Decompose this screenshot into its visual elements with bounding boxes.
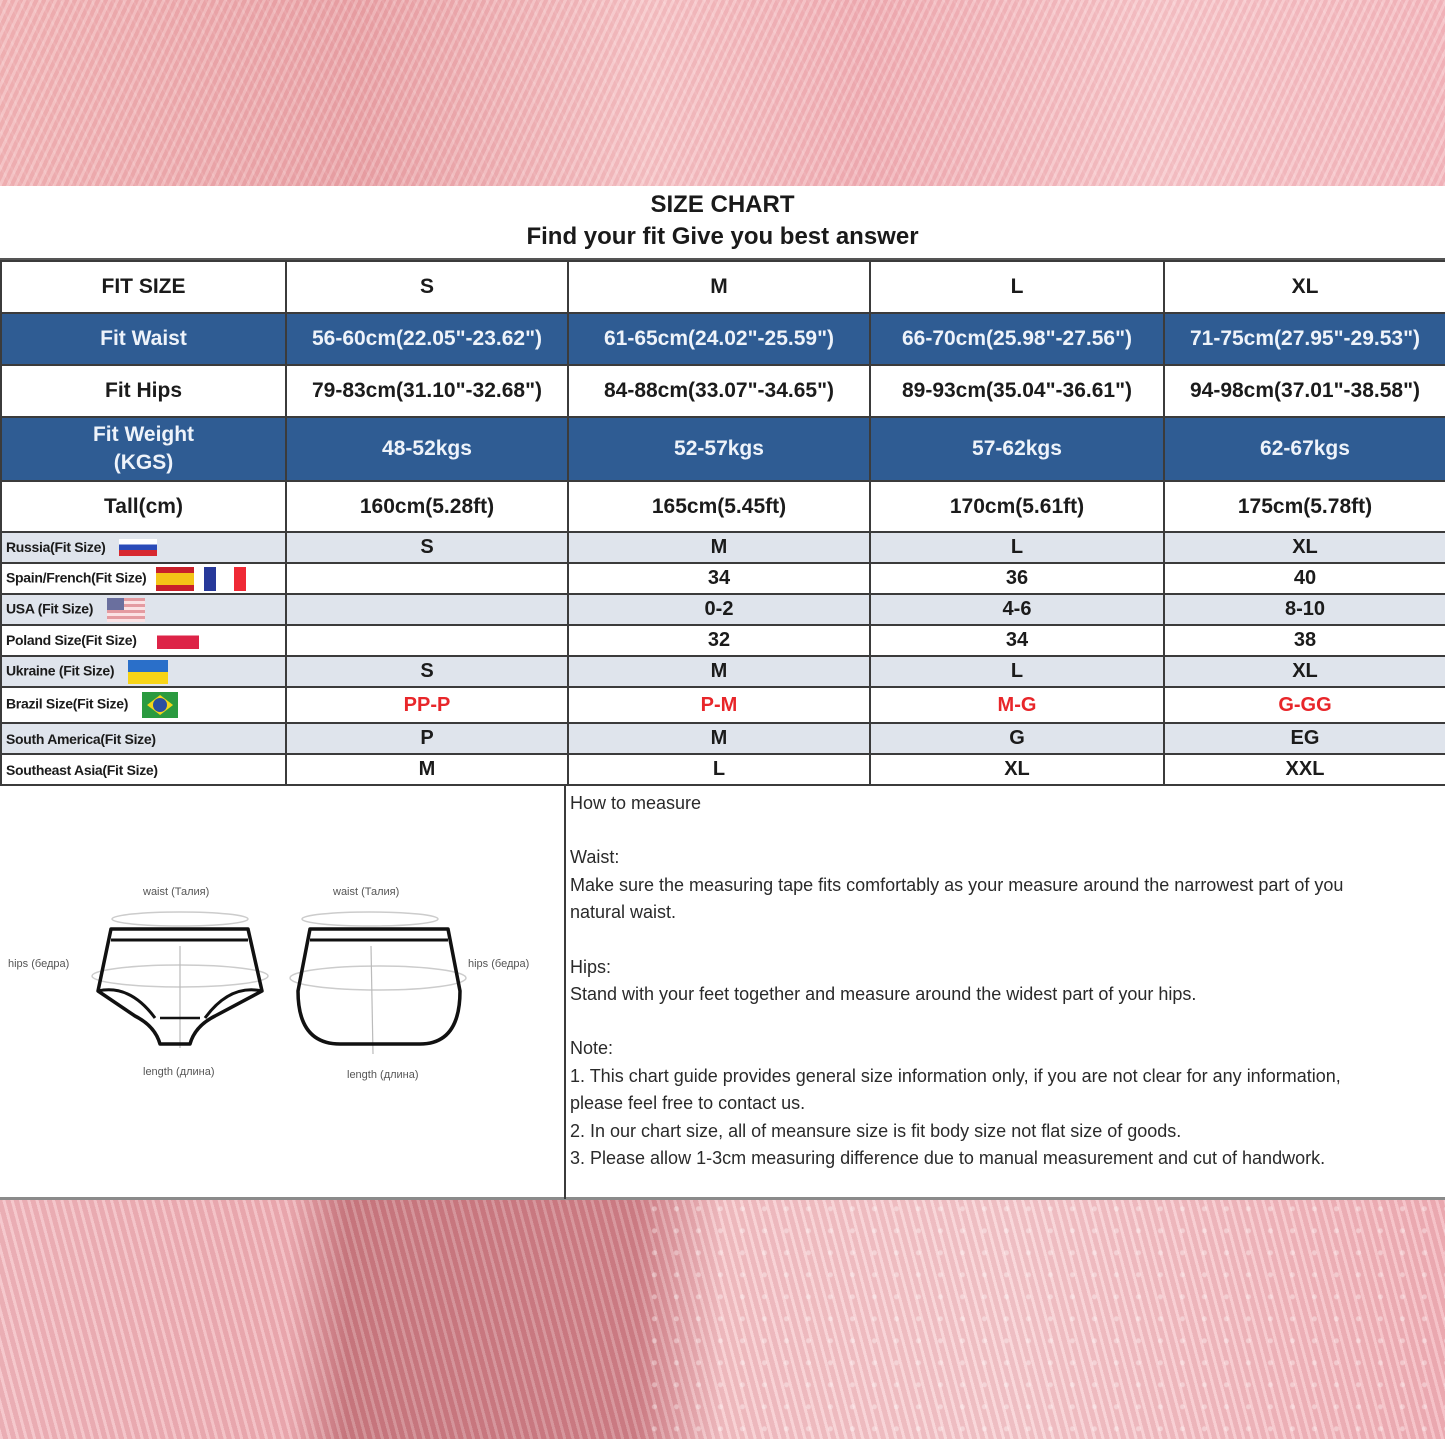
table-cell: 36 <box>870 563 1164 594</box>
table-cell: PP-P <box>286 687 568 723</box>
table-cell: 61-65cm(24.02"-25.59") <box>568 313 870 365</box>
chart-title: SIZE CHART <box>650 191 795 218</box>
column-header-m: M <box>568 261 870 313</box>
france-flag-icon <box>204 567 246 591</box>
waist-instruction-line1: Make sure the measuring tape fits comfortably as your measure around the narrowest part of you <box>570 874 1344 895</box>
usa-flag-icon <box>107 598 145 622</box>
back-hips-label: hips (бедра) <box>468 958 530 970</box>
note-2: 2. In our chart size, all of meansure size is fit body size not flat size of goods. <box>570 1120 1182 1141</box>
table-cell: M <box>286 754 568 785</box>
spain-flag-icon <box>156 567 194 591</box>
table-cell: G-GG <box>1164 687 1445 723</box>
measurement-diagram <box>0 786 566 1199</box>
brazil-flag-icon <box>142 692 178 718</box>
region-row-spain-france <box>1 563 1445 594</box>
table-cell: M <box>568 656 870 687</box>
table-cell: M <box>568 723 870 754</box>
region-label <box>1 656 286 687</box>
table-cell: EG <box>1164 723 1445 754</box>
region-label-text: Ukraine (Fit Size) <box>6 662 115 679</box>
region-row-usa <box>1 594 1445 625</box>
table-cell: 8-10 <box>1164 594 1445 625</box>
ukraine-flag-icon <box>128 660 168 684</box>
region-row-south-america <box>1 723 1445 754</box>
waist-heading: Waist: <box>570 847 620 868</box>
row-label-line2: (KGS) <box>113 451 174 474</box>
region-label-text: Poland Size(Fit Size) <box>6 631 137 648</box>
region-label: Southeast Asia(Fit Size) <box>1 754 286 785</box>
region-label-text: Russia(Fit Size) <box>6 538 106 555</box>
region-row-poland <box>1 625 1445 656</box>
fit-weight-row <box>1 417 1445 481</box>
table-cell: 4-6 <box>870 594 1164 625</box>
table-cell: L <box>870 656 1164 687</box>
size-chart <box>0 186 1445 1200</box>
table-cell: G <box>870 723 1164 754</box>
table-cell: P <box>286 723 568 754</box>
table-cell: 71-75cm(27.95"-29.53") <box>1164 313 1445 365</box>
table-cell: 84-88cm(33.07"-34.65") <box>568 365 870 417</box>
note-heading: Note: <box>570 1038 614 1059</box>
table-cell: 66-70cm(25.98"-27.56") <box>870 313 1164 365</box>
table-cell: 165cm(5.45ft) <box>568 481 870 532</box>
fabric-photo-bottom <box>0 1200 1445 1439</box>
underwear-diagram-icon <box>0 786 566 1199</box>
region-label <box>1 532 286 563</box>
fit-waist-row <box>1 313 1445 365</box>
row-label: Fit Waist <box>1 313 286 365</box>
front-length-label: length (длина) <box>143 1066 215 1078</box>
table-cell: 170cm(5.61ft) <box>870 481 1164 532</box>
table-cell: XL <box>870 754 1164 785</box>
row-label-line1: Fit Weight <box>92 423 195 446</box>
note-3: 3. Please allow 1-3cm measuring difference due to manual measurement and cut of handwork. <box>570 1148 1326 1169</box>
table-cell: 89-93cm(35.04"-36.61") <box>870 365 1164 417</box>
region-label-text: Brazil Size(Fit Size) <box>6 695 129 712</box>
fit-hips-row <box>1 365 1445 417</box>
chart-subtitle: Find your fit Give you best answer <box>526 223 919 250</box>
note-1-line2: please feel free to contact us. <box>570 1093 806 1114</box>
region-label <box>1 625 286 656</box>
note-1-line1: 1. This chart guide provides general size information only, if you are not clear for any information, <box>570 1065 1341 1086</box>
region-label <box>1 563 286 594</box>
row-label <box>1 417 286 481</box>
hips-instruction: Stand with your feet together and measure around the widest part of your hips. <box>570 984 1197 1005</box>
region-label <box>1 687 286 723</box>
hips-heading: Hips: <box>570 956 612 977</box>
table-cell: L <box>568 754 870 785</box>
table-cell: 94-98cm(37.01"-38.58") <box>1164 365 1445 417</box>
table-cell: 175cm(5.78ft) <box>1164 481 1445 532</box>
table-cell <box>286 594 568 625</box>
table-cell: S <box>286 656 568 687</box>
table-cell: 52-57kgs <box>568 417 870 481</box>
row-label: Tall(cm) <box>1 481 286 532</box>
table-cell: S <box>286 532 568 563</box>
region-row-brazil <box>1 687 1445 723</box>
measure-guide <box>0 786 1445 1199</box>
back-waist-label: waist (Талия) <box>333 886 400 898</box>
column-header-l: L <box>870 261 1164 313</box>
front-waist-label: waist (Талия) <box>143 886 210 898</box>
table-cell: 0-2 <box>568 594 870 625</box>
table-cell: 48-52kgs <box>286 417 568 481</box>
table-cell <box>286 625 568 656</box>
table-cell: 56-60cm(22.05"-23.62") <box>286 313 568 365</box>
region-row-southeast-asia <box>1 754 1445 785</box>
table-cell: 38 <box>1164 625 1445 656</box>
poland-flag-icon <box>157 633 199 649</box>
table-cell: 40 <box>1164 563 1445 594</box>
title-block <box>0 186 1445 260</box>
region-label <box>1 594 286 625</box>
row-label: Fit Hips <box>1 365 286 417</box>
table-cell: 34 <box>870 625 1164 656</box>
column-header-s: S <box>286 261 568 313</box>
size-table <box>0 260 1445 786</box>
table-cell: 57-62kgs <box>870 417 1164 481</box>
region-label-text: USA (Fit Size) <box>6 600 94 617</box>
table-cell: 62-67kgs <box>1164 417 1445 481</box>
table-cell: XL <box>1164 532 1445 563</box>
table-cell: 160cm(5.28ft) <box>286 481 568 532</box>
header-row <box>1 261 1445 313</box>
region-label-text: Spain/French(Fit Size) <box>6 569 147 586</box>
table-cell: XXL <box>1164 754 1445 785</box>
table-cell: 34 <box>568 563 870 594</box>
region-row-russia <box>1 532 1445 563</box>
front-hips-label: hips (бедра) <box>8 958 70 970</box>
waist-instruction-line2: natural waist. <box>570 902 677 923</box>
table-cell: 32 <box>568 625 870 656</box>
column-header-fit-size: FIT SIZE <box>1 261 286 313</box>
table-cell: M-G <box>870 687 1164 723</box>
tall-row <box>1 481 1445 532</box>
fabric-photo-top <box>0 0 1445 186</box>
back-length-label: length (длина) <box>347 1069 419 1081</box>
how-to-measure-text <box>566 786 1445 1199</box>
table-cell: M <box>568 532 870 563</box>
table-cell: P-M <box>568 687 870 723</box>
column-header-xl: XL <box>1164 261 1445 313</box>
table-cell: L <box>870 532 1164 563</box>
region-row-ukraine <box>1 656 1445 687</box>
table-cell: XL <box>1164 656 1445 687</box>
table-cell: 79-83cm(31.10"-32.68") <box>286 365 568 417</box>
table-cell <box>286 563 568 594</box>
how-to-measure-heading: How to measure <box>570 793 702 813</box>
region-label: South America(Fit Size) <box>1 723 286 754</box>
russia-flag-icon <box>119 539 157 556</box>
